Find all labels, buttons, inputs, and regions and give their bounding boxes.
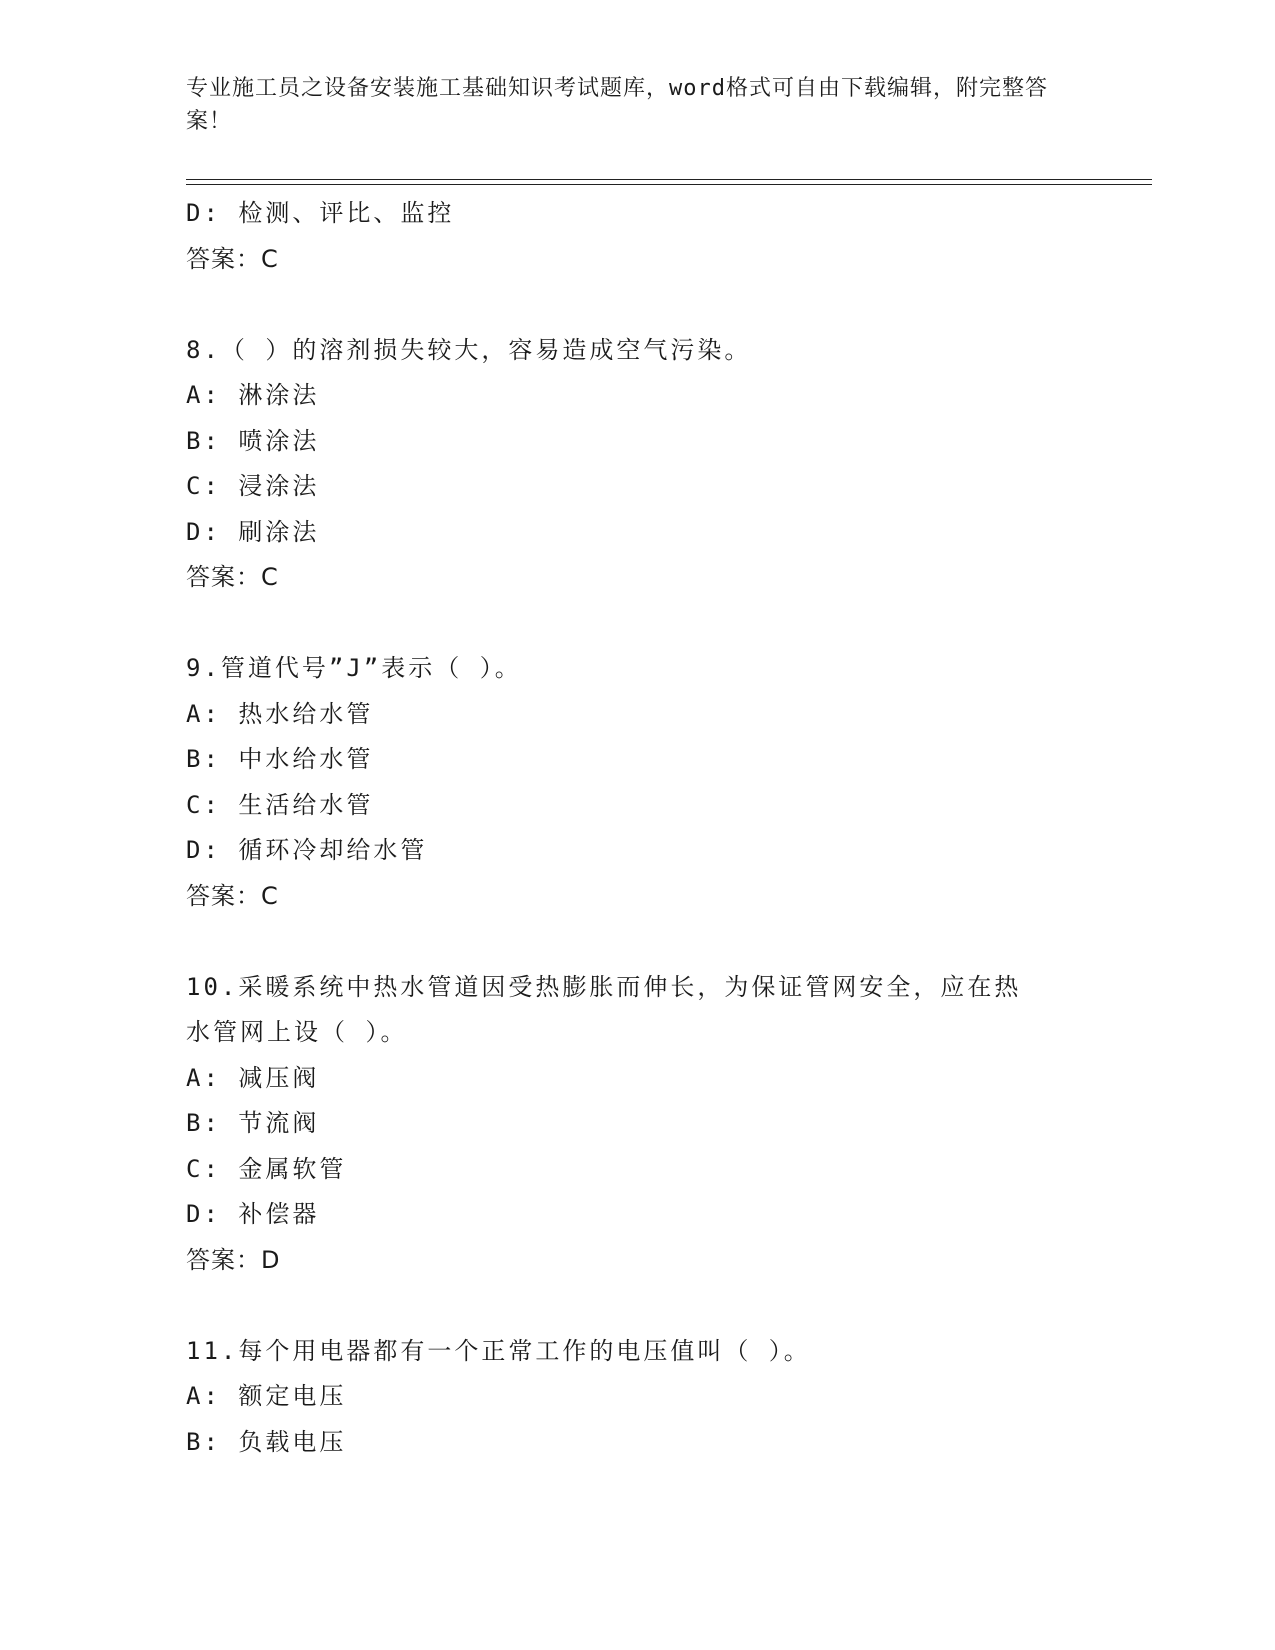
header-divider-bottom <box>186 184 1152 185</box>
question-9-answer: 答案：C <box>186 881 279 910</box>
question-list <box>186 191 1066 1465</box>
question-11-option-b: B: 负载电压 <box>186 1427 347 1456</box>
question-8-option-c: C: 浸涂法 <box>186 472 320 500</box>
question-10-option-a: A: 减压阀 <box>186 1063 320 1092</box>
spacer <box>186 601 1066 647</box>
question-9-option-c: C: 生活给水管 <box>186 790 374 819</box>
prev-option-d: D: 检测、评比、监控 <box>186 199 455 227</box>
question-9-stem: 9.管道代号”J”表示（ ）。 <box>186 654 522 682</box>
document-title: 专业施工员之设备安装施工基础知识考试题库，word格式可自由下载编辑，附完整答案！ <box>186 76 1048 134</box>
question-9-option-a: A: 热水给水管 <box>186 699 374 728</box>
question-10-answer: 答案：D <box>186 1245 281 1274</box>
prev-answer: 答案：C <box>186 244 279 273</box>
document-header <box>186 72 1066 138</box>
spacer <box>186 282 1066 328</box>
question-8-stem: 8.（ ）的溶剂损失较大，容易造成空气污染。 <box>186 335 752 364</box>
question-8-option-a: A: 淋涂法 <box>186 381 320 409</box>
question-11-option-a: A: 额定电压 <box>186 1382 347 1410</box>
question-10-option-d: D: 补偿器 <box>186 1200 320 1228</box>
question-10-stem-line-2: 水管网上设（ ）。 <box>186 1018 408 1046</box>
spacer <box>186 1283 1066 1329</box>
question-9-option-d: D: 循环冷却给水管 <box>186 836 428 864</box>
question-10-option-b: B: 节流阀 <box>186 1109 320 1137</box>
question-10-stem-line-1: 10.采暖系统中热水管道因受热膨胀而伸长，为保证管网安全，应在热 <box>186 972 1022 1001</box>
header-divider-top <box>186 179 1152 180</box>
question-8-option-b: B: 喷涂法 <box>186 426 320 455</box>
question-8-option-d: D: 刷涂法 <box>186 517 320 546</box>
question-11-stem: 11.每个用电器都有一个正常工作的电压值叫（ ）。 <box>186 1336 811 1365</box>
question-8-answer: 答案：C <box>186 563 279 591</box>
spacer <box>186 919 1066 965</box>
question-10-option-c: C: 金属软管 <box>186 1154 347 1183</box>
question-9-option-b: B: 中水给水管 <box>186 745 374 773</box>
